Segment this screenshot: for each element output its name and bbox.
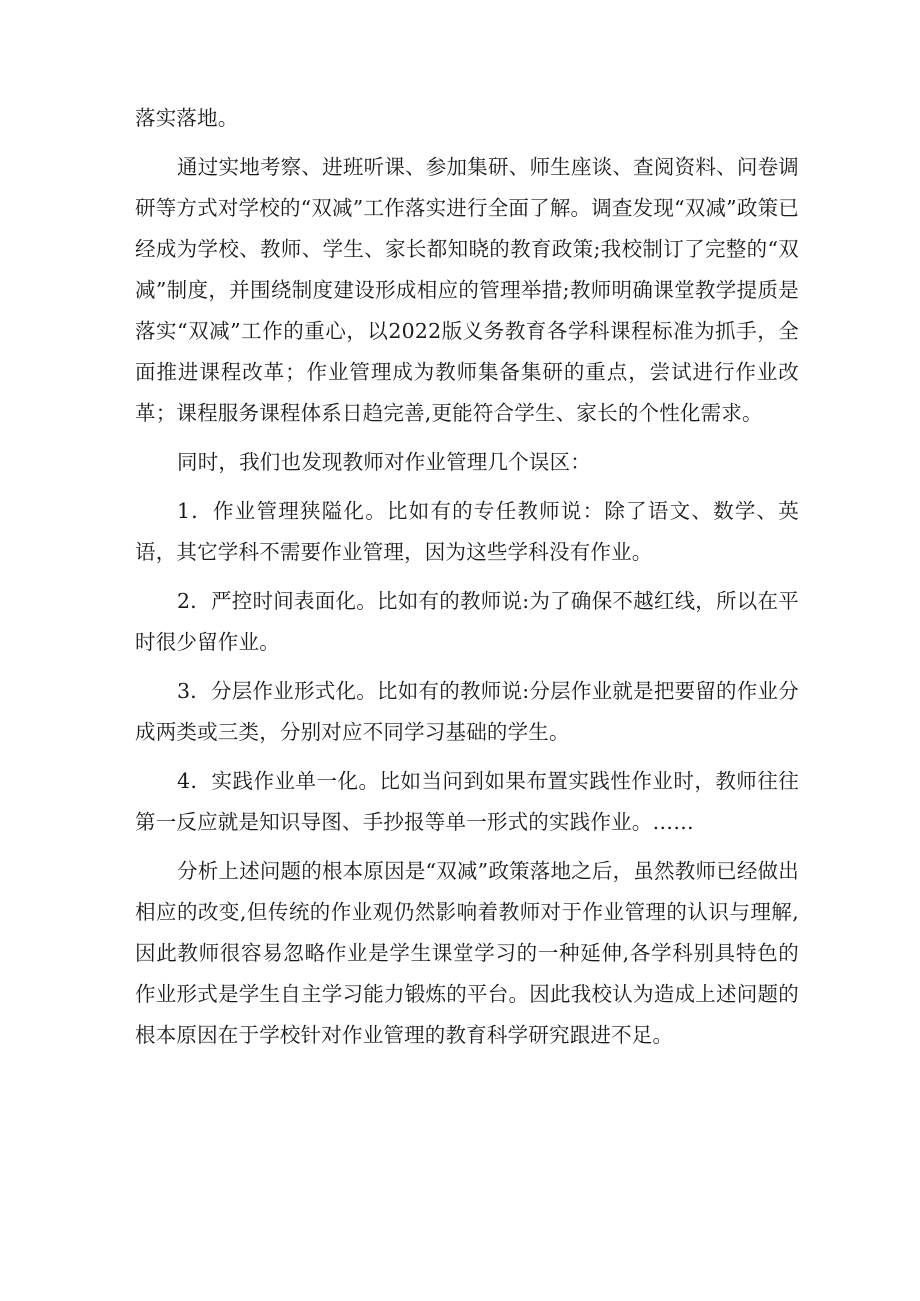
paragraph-continuation: 落实落地。 xyxy=(135,106,239,130)
paragraph-misconceptions-intro: 同时，我们也发现教师对作业管理几个误区： xyxy=(177,450,591,474)
paragraph-investigation: 通过实地考察、进班听课、参加集研、师生座谈、查阅资料、问卷调研等方式对学校的“双减”工作落实进行全面了解。调查发现“双减”政策已经成为学校、教师、学生、家长都知晓的教育政策;我校制订了完整的“双减”制度，并围绕制度建设形成相应的管理举措;教师明确课堂教学提质是落实“双减”工作的重心，以2022版义务教育各学科课程标准为抓手，全面推进课程改革；作业管理成为教师集备集研的重点，尝试进行作业改革；课程服务课程体系日趋完善,更能符合学生、家长的个性化需求。 xyxy=(135,155,799,425)
list-item-1: 1．作业管理狭隘化。比如有的专任教师说：除了语文、数学、英语，其它学科不需要作业管理，因为这些学科没有作业。 xyxy=(135,499,799,564)
document-page xyxy=(135,98,799,1056)
list-item-2: 2．严控时间表面化。比如有的教师说:为了确保不越红线，所以在平时很少留作业。 xyxy=(135,589,799,654)
paragraph-analysis: 分析上述问题的根本原因是“双减”政策落地之后，虽然教师已经做出相应的改变,但传统的作业观仍然影响着教师对于作业管理的认识与理解,因此教师很容易忽略作业是学生课堂学习的一种延伸,各学科别具特色的作业形式是学生自主学习能力锻炼的平台。因此我校认为造成上述问题的根本原因在于学校针对作业管理的教育科学研究跟进不足。 xyxy=(135,859,799,1047)
list-item-4: 4．实践作业单一化。比如当问到如果布置实践性作业时，教师往往第一反应就是知识导图、手抄报等单一形式的实践作业。…… xyxy=(135,769,799,834)
list-item-3: 3．分层作业形式化。比如有的教师说:分层作业就是把要留的作业分成两类或三类，分别对应不同学习基础的学生。 xyxy=(135,679,799,744)
